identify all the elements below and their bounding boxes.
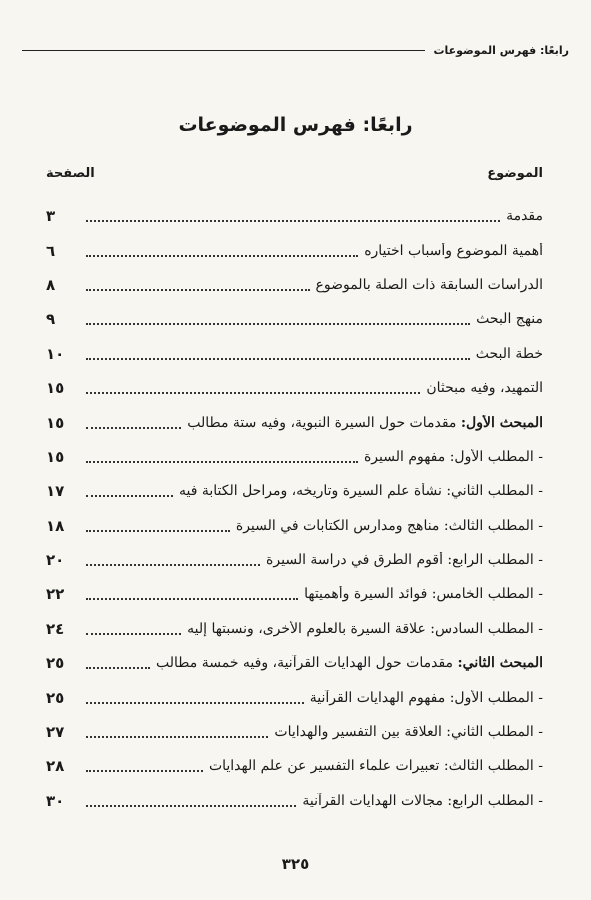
toc-entry-title: - المطلب الثاني: العلاقة بين التفسير والهدايات	[274, 724, 543, 741]
toc-entry-title: التمهيد، وفيه مبحثان	[426, 380, 543, 397]
toc-entry-page: ١٧	[46, 482, 65, 501]
toc-entry	[46, 680, 543, 714]
toc-entry-page: ٩	[46, 310, 56, 329]
toc-dot-leader	[86, 633, 181, 635]
toc-entry	[46, 474, 543, 508]
toc-entry	[46, 509, 543, 543]
toc-entry-page: ١٥	[46, 447, 65, 466]
toc-dot-leader	[86, 427, 181, 429]
toc-entry	[46, 612, 543, 646]
toc-entry	[46, 371, 543, 405]
toc-entry	[46, 302, 543, 336]
toc-column-headers	[46, 166, 543, 181]
toc-entry-page: ٢٤	[46, 619, 65, 638]
toc-dot-leader	[86, 255, 358, 257]
toc-entry-title: - المطلب الثالث: مناهج ومدارس الكتابات في السيرة	[235, 517, 543, 534]
toc-entry-title: منهج البحث	[476, 311, 543, 328]
toc-entry-title: - المطلب الأول: مفهوم السيرة	[363, 448, 543, 465]
toc-entry	[46, 543, 543, 577]
toc-entry	[46, 337, 543, 371]
toc-dot-leader	[86, 667, 150, 669]
toc-entry-title: - المطلب الرابع: أقوم الطرق في دراسة السيرة	[266, 552, 543, 569]
toc-dot-leader	[86, 702, 304, 704]
toc-dot-leader	[86, 220, 500, 222]
toc-entry-page: ٦	[46, 241, 56, 260]
toc-entry-page: ٢٨	[46, 757, 65, 776]
toc-entry-page: ٢٥	[46, 688, 65, 707]
topic-column-header: الموضوع	[487, 166, 543, 181]
page-title: رابعًا: فهرس الموضوعات	[178, 114, 413, 136]
toc-dot-leader	[86, 805, 296, 807]
page-column-header: الصفحة	[46, 166, 95, 181]
toc-entry-page: ١٥	[46, 413, 65, 432]
toc-entry-page: ٢٧	[46, 723, 65, 742]
toc-dot-leader	[86, 289, 310, 291]
toc-entry	[46, 715, 543, 749]
toc-entry-title: - المطلب الخامس: فوائد السيرة وأهميتها	[304, 586, 543, 603]
table-of-contents	[46, 199, 543, 818]
toc-entry-page: ٢٥	[46, 654, 65, 673]
toc-entry-title-text: مقدمات حول الهدايات القرآنية، وفيه خمسة مطالب	[156, 655, 458, 672]
toc-dot-leader	[86, 564, 260, 566]
toc-entry-title: - المطلب الثالث: تعبيرات علماء التفسير عن علم الهدايات	[208, 758, 543, 775]
page-number: ٣٢٥	[281, 855, 310, 873]
toc-entry	[46, 577, 543, 611]
toc-entry-page: ٣٠	[46, 791, 65, 810]
toc-entry	[46, 749, 543, 783]
toc-entry-title: - المطلب الأول: مفهوم الهدايات القرآنية	[309, 689, 543, 706]
toc-dot-leader	[86, 770, 203, 772]
toc-entry	[46, 405, 543, 439]
toc-dot-leader	[86, 461, 358, 463]
toc-dot-leader	[86, 530, 230, 532]
toc-entry-chapter-label: المبحث الأول:	[460, 414, 543, 431]
toc-entry-title: مقدمة	[506, 208, 543, 225]
toc-entry	[46, 233, 543, 267]
toc-dot-leader	[86, 495, 173, 497]
toc-dot-leader	[86, 323, 470, 325]
toc-dot-leader	[86, 736, 268, 738]
toc-entry-title: الدراسات السابقة ذات الصلة بالموضوع	[315, 276, 543, 293]
toc-entry-title-text: مقدمات حول السيرة النبوية، وفيه ستة مطالب	[187, 414, 461, 431]
toc-entry-page: ١٠	[46, 344, 65, 363]
toc-entry-page: ١٥	[46, 379, 65, 398]
toc-entry-page: ٣	[46, 207, 56, 226]
toc-entry	[46, 646, 543, 680]
toc-entry-title: - المطلب الرابع: مجالات الهدايات القرآنية	[302, 792, 543, 809]
toc-dot-leader	[86, 358, 470, 360]
running-header	[22, 40, 569, 60]
toc-entry-page: ٢٢	[46, 585, 65, 604]
toc-entry-page: ١٨	[46, 516, 65, 535]
toc-entry	[46, 440, 543, 474]
toc-entry-title	[156, 655, 543, 671]
running-header-text: رابعًا: فهرس الموضوعات	[433, 43, 569, 57]
running-header-rule	[22, 50, 425, 51]
toc-entry-title	[187, 415, 543, 431]
toc-entry	[46, 268, 543, 302]
toc-dot-leader	[86, 392, 420, 394]
toc-entry-title: خطة البحث	[475, 345, 543, 362]
toc-entry-title: - المطلب الثاني: نشأة علم السيرة وتاريخه، ومراحل الكتابة فيه	[178, 483, 543, 500]
toc-entry-title: - المطلب السادس: علاقة السيرة بالعلوم الأخرى، ونسبتها إليه	[187, 620, 543, 637]
toc-entry-title: أهمية الموضوع وأسباب اختياره	[364, 242, 543, 259]
toc-entry-page: ٨	[46, 275, 56, 294]
toc-entry	[46, 199, 543, 233]
toc-entry-page: ٢٠	[46, 551, 65, 570]
toc-dot-leader	[86, 598, 298, 600]
toc-entry-chapter-label: المبحث الثاني:	[457, 655, 543, 672]
toc-entry	[46, 784, 543, 818]
